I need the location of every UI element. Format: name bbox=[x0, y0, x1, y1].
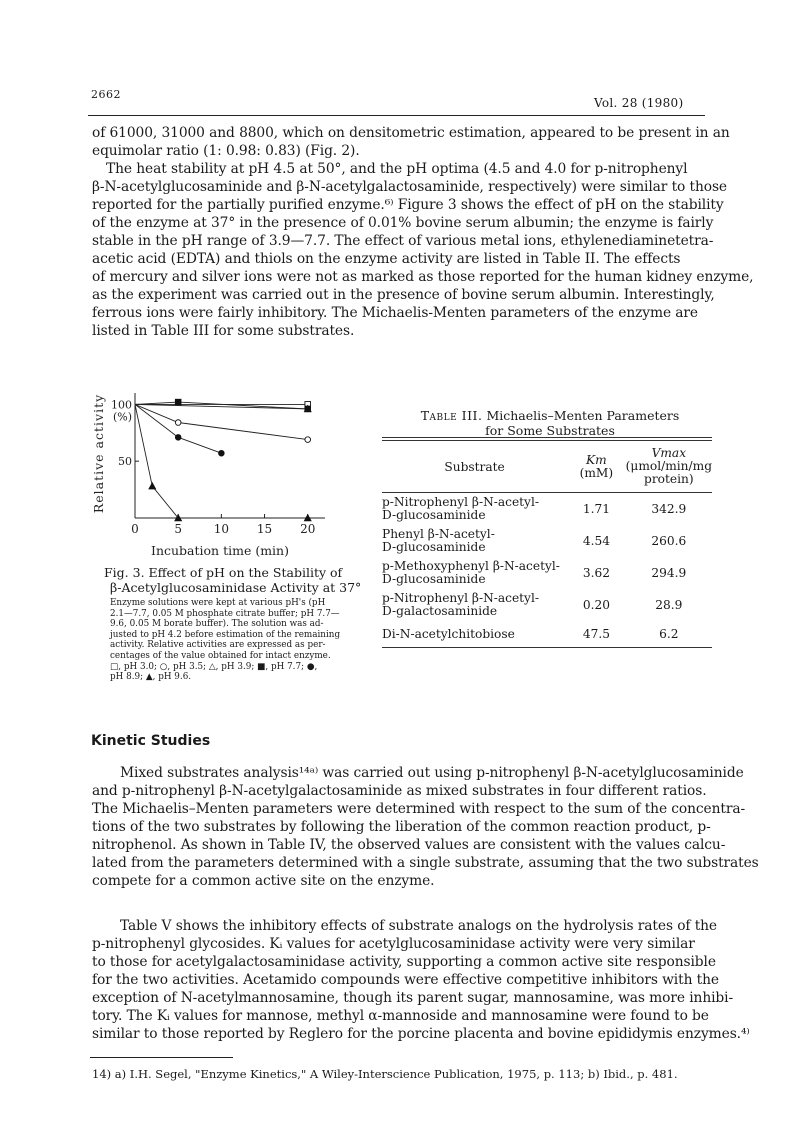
text-line: Mixed substrates analysis¹⁴ᵃ⁾ was carried out using p-nitrophenyl β-N-acetylglucosaminide bbox=[120, 765, 744, 781]
table-3 bbox=[382, 437, 712, 648]
data-point bbox=[305, 437, 311, 443]
vmax-value: 6.2 bbox=[626, 621, 712, 648]
series-line-2 bbox=[135, 404, 308, 409]
text-line: exception of N-acetylmannosamine, though its parent sugar, mannosamine, was more inhibi- bbox=[92, 990, 734, 1006]
table-row bbox=[382, 493, 712, 526]
x-tick-label: 20 bbox=[300, 522, 316, 536]
figure-note-line: centages of the value obtained for intact enzyme. bbox=[110, 650, 331, 661]
table-row bbox=[382, 589, 712, 621]
figure-note-line: □, pH 3.0; ○, pH 3.5; △, pH 3.9; ■, pH 7.7; ●, bbox=[110, 661, 318, 672]
data-point bbox=[175, 435, 181, 441]
column-header-substrate: Substrate bbox=[382, 441, 567, 493]
table-title bbox=[385, 408, 715, 438]
vmax-value: 28.9 bbox=[655, 598, 683, 612]
text-line: nitrophenol. As shown in Table IV, the observed values are consistent with the values calcu- bbox=[92, 837, 726, 853]
text-line: The Michaelis–Menten parameters were determined with respect to the sum of the concentra- bbox=[92, 801, 746, 817]
paragraph-3 bbox=[92, 764, 759, 890]
paragraph-4 bbox=[92, 917, 750, 1043]
data-point bbox=[149, 483, 156, 489]
paragraph-2 bbox=[92, 160, 754, 340]
substrate-name: Di-N-acetylchitobiose bbox=[382, 626, 515, 641]
figure-note-line: activity. Relative activities are expressed as per- bbox=[110, 640, 326, 651]
footnote-rule bbox=[90, 1057, 233, 1058]
substrate-name: Phenyl β-N-acetyl- bbox=[382, 527, 495, 541]
text-line: ferrous ions were fairly inhibitory. The Michaelis-Menten parameters of the enzyme are bbox=[92, 305, 698, 321]
figure-note-line: pH 8.9; ▲, pH 9.6. bbox=[110, 672, 192, 683]
paragraph-1 bbox=[92, 124, 730, 160]
y-unit-label: (%) bbox=[112, 410, 132, 424]
substrate-name: p-Nitrophenyl β-N-acetyl- bbox=[382, 591, 539, 605]
text-line: acetic acid (EDTA) and thiols on the enzyme activity are listed in Table II. The effects bbox=[92, 251, 681, 267]
km-value: 0.20 bbox=[582, 598, 610, 612]
table-row bbox=[382, 621, 712, 648]
text-line: to those for acetylgalactosaminidase activity, supporting a common active site responsible bbox=[92, 954, 716, 970]
substrate-name: p-Nitrophenyl β-N-acetyl- bbox=[382, 495, 539, 509]
data-point bbox=[175, 399, 181, 405]
vmax-value: 260.6 bbox=[651, 534, 687, 548]
x-axis-label: Incubation time (min) bbox=[151, 543, 289, 558]
series-line-1 bbox=[135, 404, 308, 439]
figure-note-line: justed to pH 4.2 before estimation of the remaining bbox=[110, 629, 341, 640]
vmax-unit-1: (μmol/min/mg bbox=[625, 459, 712, 473]
series-line-5 bbox=[135, 404, 308, 518]
data-point bbox=[305, 406, 311, 412]
figure-caption-line: Fig. 3. Effect of pH on the Stability of bbox=[104, 565, 343, 580]
footnote: 14) a) I.H. Segel, "Enzyme Kinetics," A Wiley-Interscience Publication, 1975, p. 113; b) Ibid., p. 481. bbox=[92, 1067, 678, 1081]
table-title-text: Michaelis–Menten Parameters bbox=[486, 408, 680, 423]
text-line: compete for a common active site on the enzyme. bbox=[92, 873, 435, 889]
text-line: Table V shows the inhibitory effects of substrate analogs on the hydrolysis rates of the bbox=[120, 918, 717, 934]
substrate-name-cont: D-glucosaminide bbox=[382, 572, 486, 586]
figure-caption bbox=[104, 565, 364, 595]
figure-3-chart bbox=[82, 385, 342, 565]
column-header-vmax bbox=[626, 441, 712, 493]
text-line: equimolar ratio (1: 0.98: 0.83) (Fig. 2). bbox=[92, 143, 360, 159]
y-axis-label: Relative activity bbox=[91, 393, 106, 514]
text-line: The heat stability at pH 4.5 at 50°, and the pH optima (4.5 and 4.0 for p-nitrophenyl bbox=[106, 161, 688, 177]
figure-caption-line: β-Acetylglucosaminidase Activity at 37° bbox=[110, 580, 362, 595]
y-tick-label: 50 bbox=[118, 455, 132, 469]
text-line: similar to those reported by Reglero for the porcine placenta and bovine epididymis enzymes.⁴⁾ bbox=[92, 1026, 750, 1042]
vmax-value: 342.9 bbox=[651, 502, 687, 516]
vmax-unit-2: protein) bbox=[644, 472, 694, 486]
text-line: of the enzyme at 37° in the presence of 0.01% bovine serum albumin; the enzyme is fairly bbox=[92, 215, 714, 231]
y-tick-label: 100 bbox=[111, 398, 132, 412]
km-unit: (mM) bbox=[579, 465, 614, 480]
table-label: Table III. bbox=[420, 408, 483, 423]
figure-note bbox=[110, 598, 350, 683]
text-line: reported for the partially purified enzyme.⁶⁾ Figure 3 shows the effect of pH on the stability bbox=[92, 197, 724, 213]
text-line: tions of the two substrates by following the liberation of the common reaction product, p- bbox=[92, 819, 711, 835]
table-row bbox=[382, 557, 712, 589]
x-tick-label: 15 bbox=[256, 522, 273, 536]
text-line: of mercury and silver ions were not as marked as those reported for the human kidney enzyme, bbox=[92, 269, 754, 285]
figure-note-line: 2.1—7.7, 0.05 M phosphate citrate buffer; pH 7.7— bbox=[110, 608, 340, 619]
text-line: β-N-acetylglucosaminide and β-N-acetylgalactosaminide, respectively) were similar to those bbox=[92, 179, 728, 195]
data-point bbox=[219, 450, 225, 456]
x-tick-label: 10 bbox=[213, 522, 230, 536]
section-heading: Kinetic Studies bbox=[91, 733, 211, 749]
substrate-name-cont: D-galactosaminide bbox=[382, 604, 498, 618]
data-point bbox=[175, 420, 181, 426]
vmax-symbol: Vmax bbox=[651, 446, 687, 460]
x-tick-label: 0 bbox=[131, 522, 139, 536]
substrate-name: p-Methoxyphenyl β-N-acetyl- bbox=[382, 559, 560, 573]
text-line: tory. The Kᵢ values for mannose, methyl α-mannoside and mannosamine were found to be bbox=[92, 1008, 709, 1024]
series-line-4 bbox=[135, 404, 221, 453]
text-line: of 61000, 31000 and 8800, which on densitometric estimation, appeared to be present in an bbox=[92, 125, 730, 141]
km-value: 1.71 bbox=[582, 502, 610, 516]
header-rule bbox=[88, 115, 705, 116]
x-tick-label: 5 bbox=[174, 522, 183, 536]
text-line: as the experiment was carried out in the presence of bovine serum albumin. Interestingly, bbox=[92, 287, 715, 303]
substrate-name-cont: D-glucosaminide bbox=[382, 540, 486, 554]
table-title-line2: for Some Substrates bbox=[485, 423, 615, 438]
text-line: p-nitrophenyl glycosides. Kᵢ values for acetylglucosaminidase activity were very similar bbox=[92, 936, 695, 952]
km-value: 4.54 bbox=[582, 534, 610, 548]
text-line: for the two activities. Acetamido compounds were effective competitive inhibitors with the bbox=[92, 972, 719, 988]
figure-note-line: 9.6, 0.05 M borate buffer). The solution was ad- bbox=[110, 619, 324, 630]
km-value: 3.62 bbox=[582, 566, 610, 580]
vmax-value: 294.9 bbox=[651, 566, 687, 580]
volume-info: Vol. 28 (1980) bbox=[594, 96, 684, 110]
page-number: 2662 bbox=[91, 88, 121, 101]
column-header-km bbox=[567, 441, 626, 493]
km-value: 47.5 bbox=[567, 621, 626, 648]
text-line: listed in Table III for some substrates. bbox=[92, 323, 355, 339]
km-symbol: Km bbox=[586, 452, 607, 467]
table-row bbox=[382, 525, 712, 557]
substrate-name-cont: D-glucosaminide bbox=[382, 508, 486, 522]
figure-note-line: Enzyme solutions were kept at various pH's (pH bbox=[110, 598, 326, 608]
text-line: lated from the parameters determined with a single substrate, assuming that the two substrates bbox=[92, 855, 759, 871]
text-line: stable in the pH range of 3.9—7.7. The effect of various metal ions, ethylenediaminetetra- bbox=[92, 233, 714, 249]
text-line: and p-nitrophenyl β-N-acetylgalactosaminide as mixed substrates in four different ratios. bbox=[92, 783, 707, 799]
